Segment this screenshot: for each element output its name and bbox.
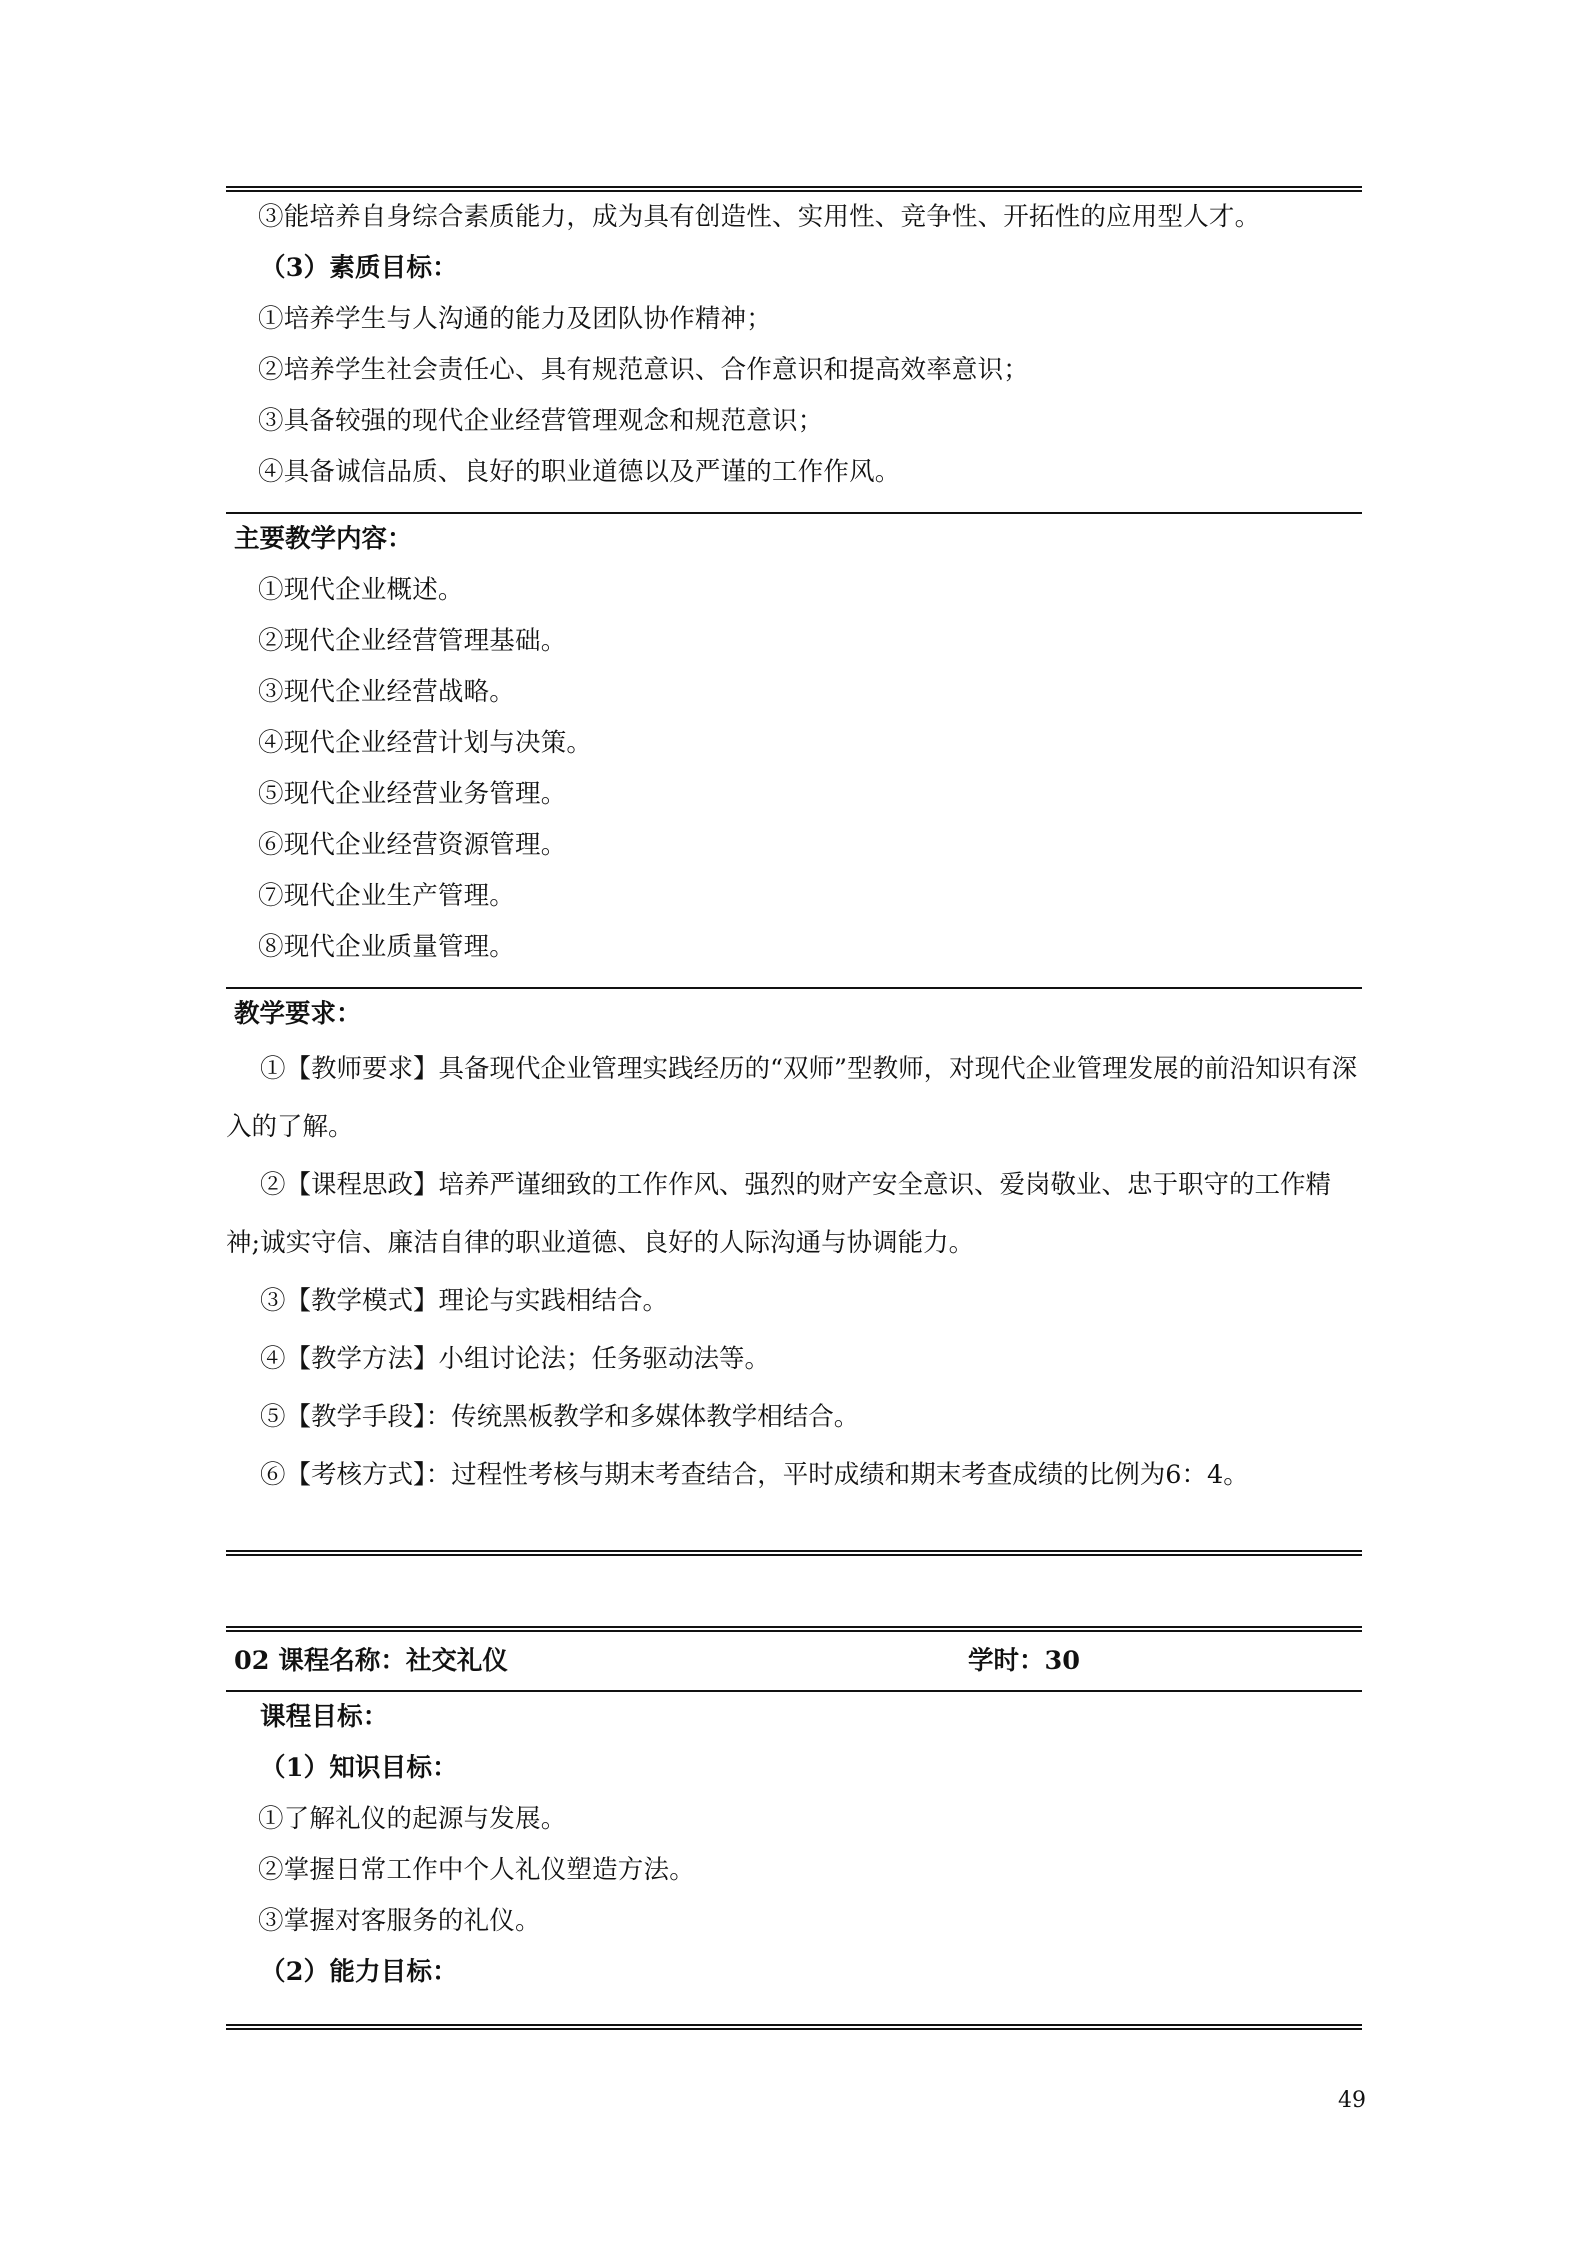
- course-02-objectives-block: [226, 1692, 1362, 1998]
- quality-objective-item: ③具备较强的现代企业经营管理观念和规范意识；: [258, 406, 824, 436]
- course-02-knowledge-item: ②掌握日常工作中个人礼仪塑造方法。: [258, 1855, 695, 1885]
- course-02-knowledge-item: ③掌握对客服务的礼仪。: [258, 1906, 541, 1936]
- course-02-name: 02 课程名称：社交礼仪: [234, 1646, 508, 1676]
- objective-item: ③能培养自身综合素质能力，成为具有创造性、实用性、竞争性、开拓性的应用型人才。: [258, 202, 1261, 232]
- teaching-requirements-heading: 教学要求：: [234, 999, 362, 1029]
- teaching-requirement-item: ①【教师要求】具备现代企业管理实践经历的“双师”型教师，对现代企业管理发展的前沿知识有深入的了解。: [226, 1054, 1358, 1142]
- teaching-requirements-block: [226, 989, 1362, 1504]
- spacer: [226, 498, 1362, 512]
- main-content-item: ①现代企业概述。: [258, 575, 464, 605]
- main-content-block: [226, 514, 1362, 973]
- main-content-item: ⑦现代企业生产管理。: [258, 881, 516, 911]
- main-content-item: ④现代企业经营计划与决策。: [258, 728, 593, 758]
- main-content-item: ②现代企业经营管理基础。: [258, 626, 567, 656]
- main-content-item: ⑤现代企业经营业务管理。: [258, 779, 567, 809]
- course-02-hours: 学时：30: [968, 1646, 1080, 1676]
- main-content-item: ③现代企业经营战略。: [258, 677, 516, 707]
- spacer: [226, 973, 1362, 987]
- page-bottom-rule: [226, 2024, 1362, 2030]
- main-content-heading: 主要教学内容：: [234, 524, 413, 554]
- course-02-header: [226, 1632, 1362, 1690]
- spacer: [226, 1504, 1362, 1550]
- course-02-objectives-heading: 课程目标：: [260, 1702, 389, 1732]
- main-content-item: ⑥现代企业经营资源管理。: [258, 830, 567, 860]
- teaching-requirement-item: ⑤【教学手段】：传统黑板教学和多媒体教学相结合。: [260, 1402, 860, 1432]
- page-number: 49: [1338, 2088, 1366, 2113]
- quality-objective-item: ②培养学生社会责任心、具有规范意识、合作意识和提高效率意识；: [258, 355, 1030, 385]
- course-02-knowledge-heading: （1）知识目标：: [260, 1753, 458, 1783]
- quality-objective-item: ①培养学生与人沟通的能力及团队协作精神；: [258, 304, 773, 334]
- objectives-continued-block: [226, 192, 1362, 243]
- quality-objectives-heading: （3）素质目标：: [260, 253, 458, 283]
- teaching-requirement-item: ②【课程思政】培养严谨细致的工作作风、强烈的财产安全意识、爱岗敬业、忠于职守的工作精神;诚实守信、廉洁自律的职业道德、良好的人际沟通与协调能力。: [226, 1170, 1332, 1258]
- quality-objectives-block: [226, 243, 1362, 498]
- course-02-knowledge-item: ①了解礼仪的起源与发展。: [258, 1804, 567, 1834]
- page-content: [226, 186, 1362, 2030]
- spacer: [226, 1556, 1362, 1626]
- teaching-requirement-item: ④【教学方法】小组讨论法；任务驱动法等。: [260, 1344, 771, 1374]
- main-content-item: ⑧现代企业质量管理。: [258, 932, 516, 962]
- spacer: [226, 1998, 1362, 2024]
- teaching-requirement-item: ⑥【考核方式】：过程性考核与期末考查结合，平时成绩和期末考查成绩的比例为6：4。: [260, 1460, 1249, 1490]
- quality-objective-item: ④具备诚信品质、良好的职业道德以及严谨的工作作风。: [258, 457, 901, 487]
- course-02-ability-heading: （2）能力目标：: [260, 1957, 458, 1987]
- teaching-requirement-item: ③【教学模式】理论与实践相结合。: [260, 1286, 669, 1316]
